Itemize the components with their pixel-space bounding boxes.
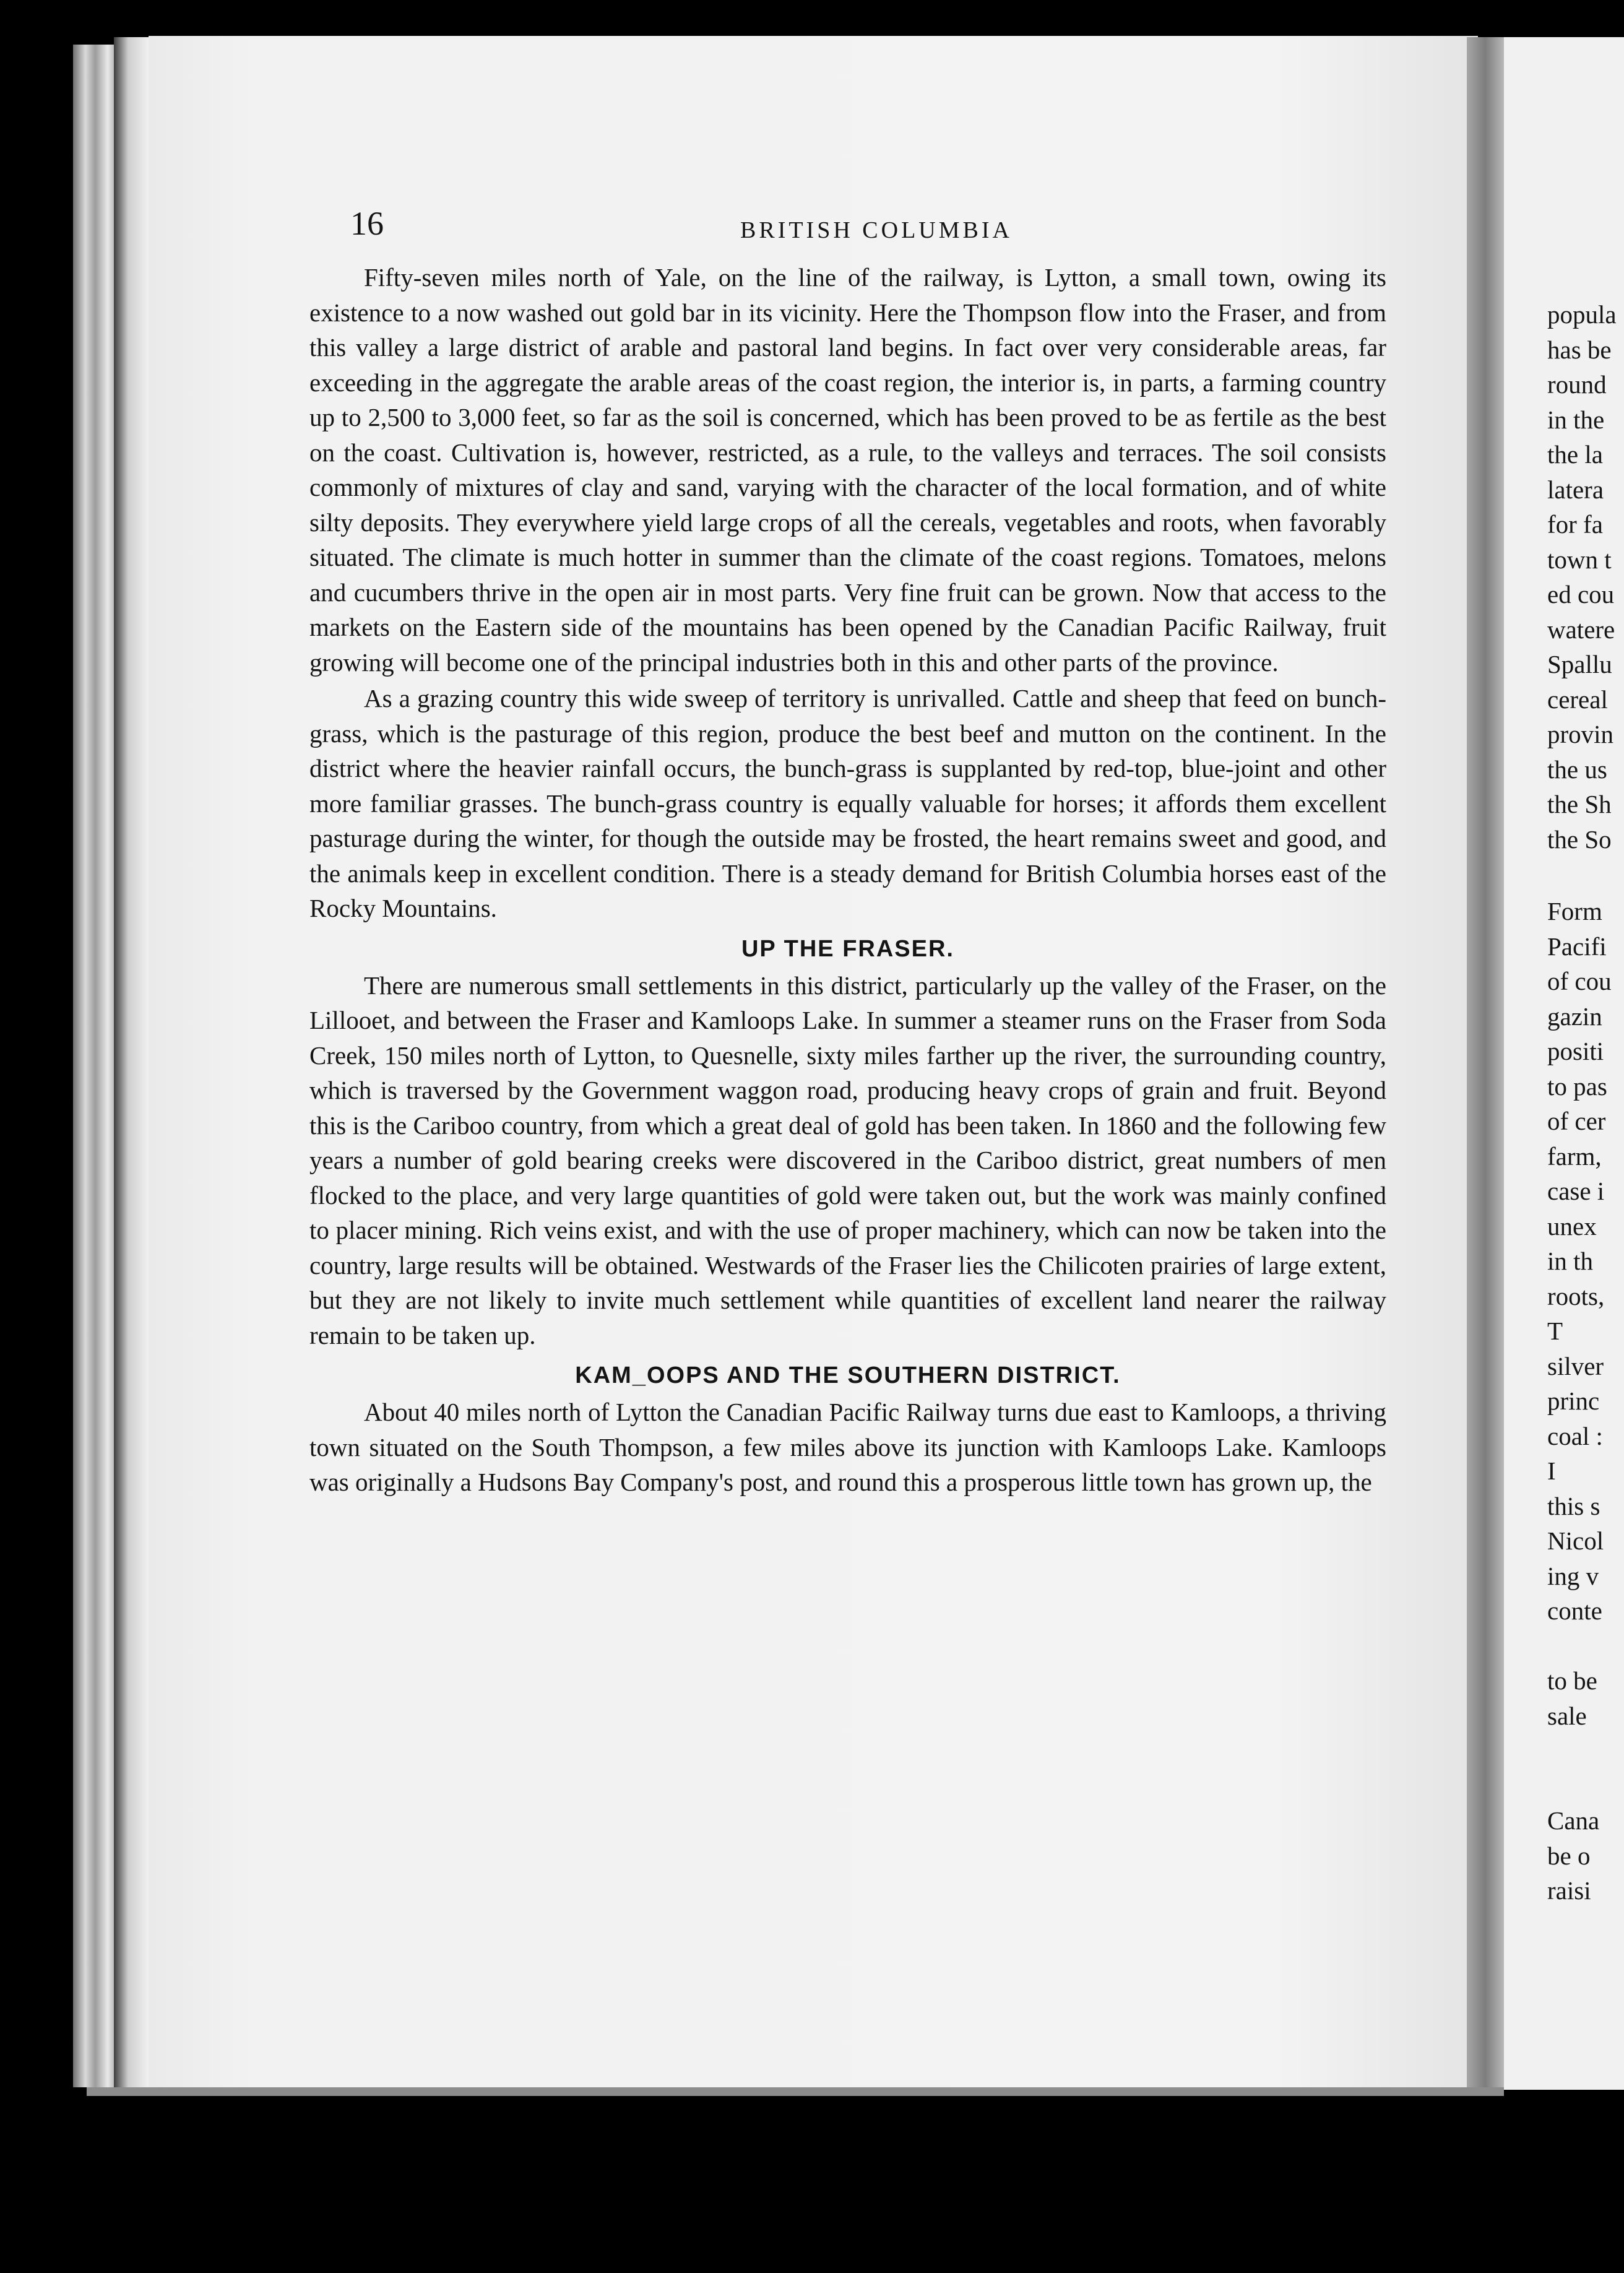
facing-page-line: positi xyxy=(1547,1037,1604,1065)
paragraph-lytton: Fifty-seven miles north of Yale, on the line of the railway, is Lytton, a small town, owing its existence to a now washed out gold bar in its vicinity. Here the Thompson flow into the Fraser, and from this valley a large district of arable and pastoral land begins. In fact over very considerable areas, far exceeding in the aggregate the arable areas of the coast region, the interior is, in parts, a farming country up to 2,500 to 3,000 feet, so far as the soil is concerned, which has been proved to be as fertile as the best on the coast. Cultivation is, however, restricted, as a rule, to the valleys and terraces. The soil consists commonly of mixtures of clay and sand, varying with the character of the local formation, and of white silty deposits. They everywhere yield large crops of all the cereals, vegetables and roots, when favorably situated. The climate is much hotter in summer than the climate of the coast regions. Tomatoes, melons and cucumbers thrive in the open air in most parts. Very fine fruit can be grown. Now that access to the markets on the Eastern side of the mountains has been opened by the Canadian Pacific Railway, fruit growing will become one of the principal industries both in this and other parts of the province. xyxy=(309,263,1386,677)
facing-page-line: watere xyxy=(1547,615,1615,644)
facing-page-line: T xyxy=(1547,1317,1563,1345)
book-edge-inner xyxy=(114,37,150,2092)
facing-page-line: be o xyxy=(1547,1841,1591,1870)
facing-page-line: cereal xyxy=(1547,685,1608,714)
facing-page-line: conte xyxy=(1547,1596,1602,1625)
running-head: BRITISH COLUMBIA xyxy=(740,217,1013,243)
facing-page-line: round xyxy=(1547,370,1607,399)
facing-page-line: this s xyxy=(1547,1491,1600,1520)
page-body xyxy=(309,260,1386,1500)
facing-page-line: provin xyxy=(1547,720,1614,748)
section-heading-kamloops: KAM_OOPS AND THE SOUTHERN DISTRICT. xyxy=(575,1362,1121,1388)
facing-page-line: farm, xyxy=(1547,1141,1602,1171)
facing-page-line: popula xyxy=(1547,300,1617,329)
facing-page-line: in the xyxy=(1547,405,1605,434)
facing-page-line: the Sh xyxy=(1547,790,1612,818)
facing-page-line: of cer xyxy=(1547,1107,1606,1135)
facing-page-line: roots, xyxy=(1547,1281,1605,1310)
facing-page-line: for fa xyxy=(1547,510,1603,539)
facing-page-line: silver xyxy=(1547,1351,1604,1380)
book-gutter xyxy=(1467,37,1504,2092)
page-number: 16 xyxy=(350,205,384,242)
paragraph-up-the-fraser: There are numerous small settlements in this district, particularly up the valley of the Fraser, on the Lillooet, and between the Fraser and Kamloops Lake. In summer a steamer runs on the Fraser from Soda Creek, 150 miles north of Lytton, to Quesnelle, sixty miles farther up the river, the surrounding country, which is traversed by the Government waggon road, producing heavy crops of grain and fruit. Beyond this is the Cariboo country, from which a great deal of gold has been taken. In 1860 and the following few years a number of gold bearing creeks were discovered in the Cariboo district, great numbers of men flocked to the place, and very large quantities of gold were taken out, but the work was mainly confined to placer mining. Rich veins exist, and with the use of proper machinery, which can now be taken into the country, large results will be obtained. Westwards of the Fraser lies the Chilicoten prairies of large extent, but they are not likely to invite much settlement while quantities of excellent land nearer the railway remain to be taken up. xyxy=(309,971,1386,1349)
page-header xyxy=(350,204,1464,248)
page-bottom-edge xyxy=(87,2087,1504,2096)
facing-page-line: unex xyxy=(1547,1211,1597,1240)
facing-page-line xyxy=(1547,1733,1624,1769)
facing-page-line: raisi xyxy=(1547,1876,1591,1905)
facing-page-line: ing v xyxy=(1547,1561,1599,1590)
facing-page-line: sale xyxy=(1547,1701,1587,1730)
facing-page-line: gazin xyxy=(1547,1002,1602,1031)
facing-page xyxy=(1504,37,1624,2090)
facing-page-line: to pas xyxy=(1547,1072,1607,1101)
facing-page-line: the la xyxy=(1547,440,1603,469)
facing-page-line: princ xyxy=(1547,1387,1600,1415)
facing-page-line: Form xyxy=(1547,897,1602,925)
facing-page-line: I xyxy=(1547,1457,1556,1485)
facing-page-text xyxy=(1547,297,1624,1908)
facing-page-line: case i xyxy=(1547,1177,1605,1205)
facing-page-line: of cou xyxy=(1547,967,1612,995)
facing-page-gap xyxy=(1547,857,1624,894)
facing-page-line: town t xyxy=(1547,545,1612,574)
facing-page-line: latera xyxy=(1547,475,1604,504)
facing-page-line: in th xyxy=(1547,1247,1594,1275)
facing-page-line: has be xyxy=(1547,335,1612,364)
paragraph-grazing: As a grazing country this wide sweep of territory is unrivalled. Cattle and sheep that feed on bunch-grass, which is the pasturage of this region, produce the best beef and mutton on the continent. In the district where the heavier rainfall occurs, the bunch-grass is supplanted by red-top, blue-joint and other more familiar grasses. The bunch-grass country is equally valuable for horses; it affords them excellent pasturage during the winter, for though the outside may be frosted, the heart remains sweet and good, and the animals keep in excellent condition. There is a steady demand for British Columbia horses east of the Rocky Mountains. xyxy=(309,684,1386,922)
facing-page-line: the us xyxy=(1547,755,1607,784)
facing-page-line: ed cou xyxy=(1547,580,1615,608)
facing-page-line: Spallu xyxy=(1547,650,1612,678)
section-heading-up-the-fraser: UP THE FRASER. xyxy=(741,935,954,962)
facing-page-line: Pacifi xyxy=(1547,932,1607,961)
facing-page-line: the So xyxy=(1547,825,1612,854)
facing-page-line: to be xyxy=(1547,1666,1597,1695)
facing-page-line xyxy=(1547,1769,1624,1804)
facing-page-line: Cana xyxy=(1547,1806,1600,1835)
facing-page-line: Nicol xyxy=(1547,1526,1604,1555)
paragraph-kamloops: About 40 miles north of Lytton the Canadian Pacific Railway turns due east to Kamloops, a thriving town situated on the South Thompson, a few miles above its junction with Kamloops Lake. Kamloops was originally a Hudsons Bay Company's post, and round this a prosperous little town has grown up, the xyxy=(309,1398,1386,1496)
facing-page-line xyxy=(1547,1629,1624,1664)
facing-page-line: coal : xyxy=(1547,1421,1603,1450)
